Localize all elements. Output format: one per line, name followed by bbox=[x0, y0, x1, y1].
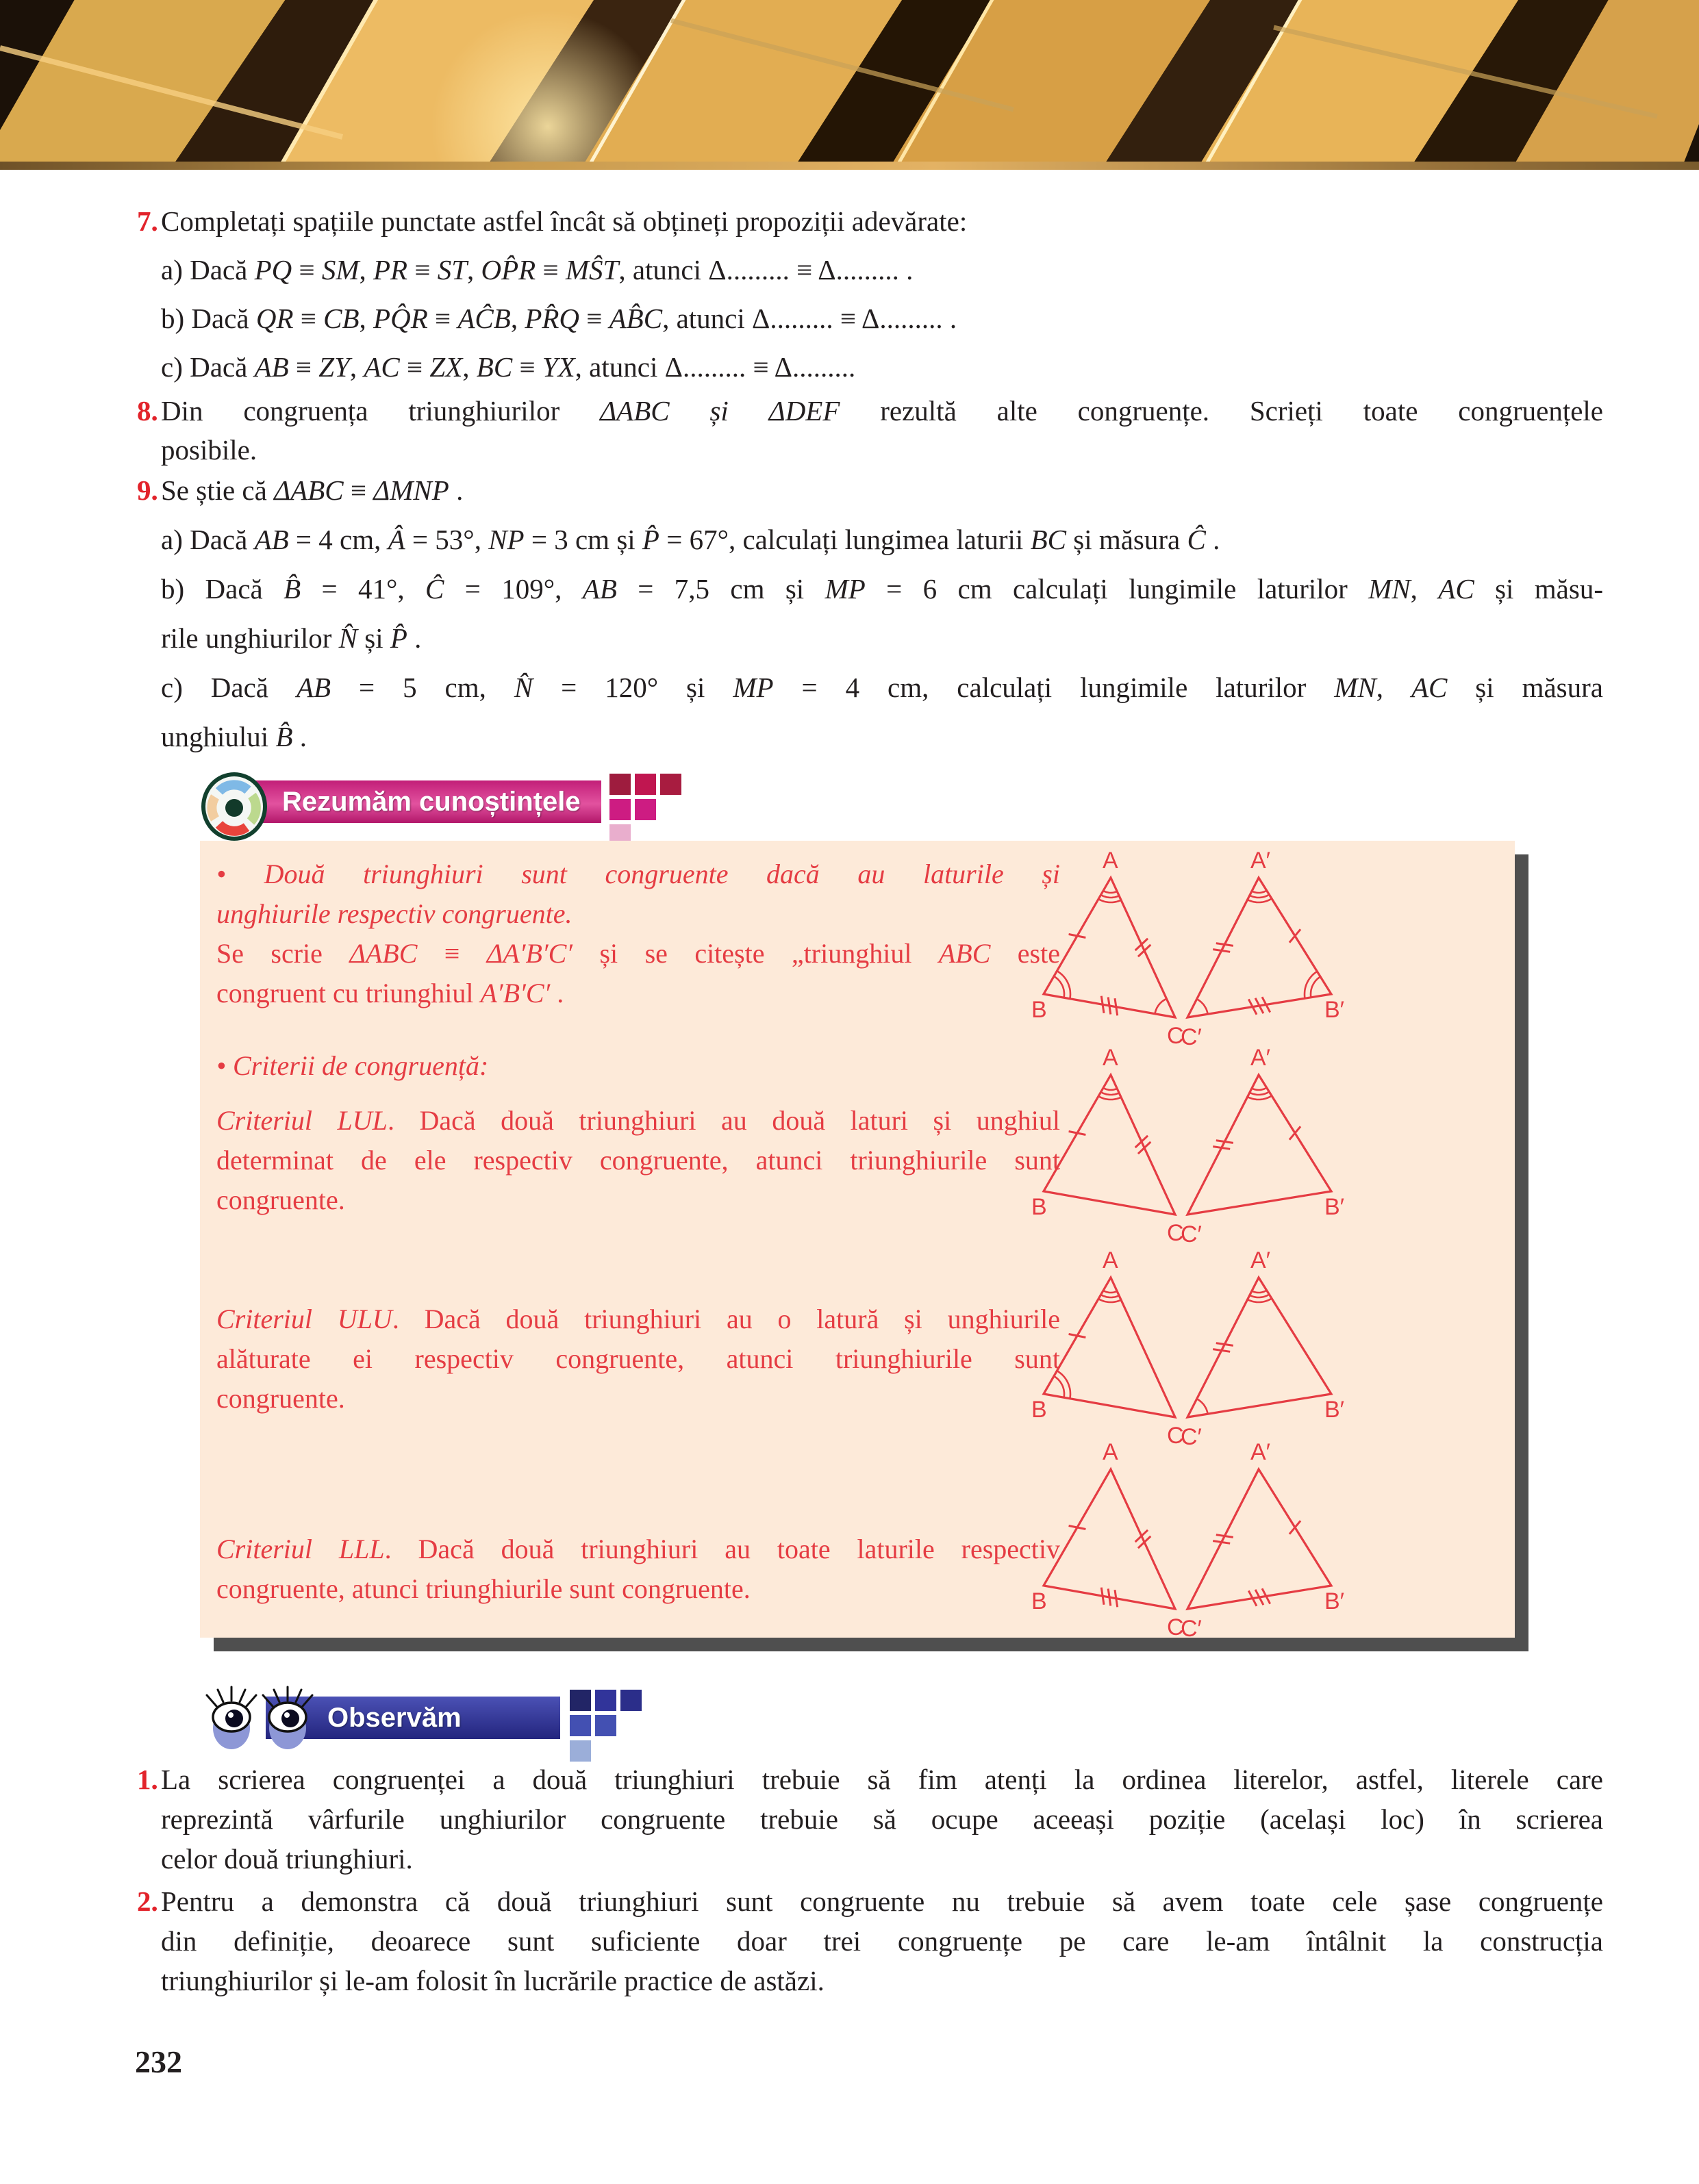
text-line: Din congruența triunghiurilor ΔABC și ΔDEF rezultă alte congruențe. Scrieți toate congruențele bbox=[161, 395, 1604, 427]
exercise-body bbox=[161, 197, 1603, 392]
criterion-lul-paragraph bbox=[216, 1101, 1060, 1220]
text-line: Completați spațiile punctate astfel încât să obțineți propoziții adevărate: bbox=[161, 205, 968, 237]
text-line: Criteriul LLL. Dacă două triunghiuri au toate laturile respectiv bbox=[216, 1534, 1061, 1564]
text-line: triunghiurilor și le-am folosit în lucrările practice de astăzi. bbox=[161, 1965, 825, 1996]
triangle-diagram-lll bbox=[1030, 1439, 1352, 1639]
summary-knowledge-box bbox=[200, 841, 1515, 1638]
text-line: • Două triunghiuri sunt congruente dacă au laturile și bbox=[216, 859, 1060, 889]
page-number: 232 bbox=[135, 2044, 182, 2079]
text-line: La scrierea congruenței a două triunghiuri trebuie să fim atenți la ordinea literelor, astfel, literele care bbox=[161, 1764, 1603, 1795]
text-line: celor două triunghiuri. bbox=[161, 1843, 413, 1875]
exercise-7 bbox=[98, 197, 1603, 392]
text-line: unghiului B̂ . bbox=[161, 721, 307, 752]
observation-body bbox=[161, 1881, 1603, 2001]
criterion-ulu-paragraph bbox=[216, 1299, 1060, 1419]
text-line: b) Dacă QR ≡ CB, PQ̂R ≡ AĈB, PR̂Q ≡ AB̂C, atunci Δ......... ≡ Δ......... . bbox=[161, 303, 957, 334]
vertex-label: A bbox=[1103, 1439, 1118, 1465]
text-line: reprezintă vârfurile unghiurilor congruente trebuie să ocupe aceeași poziție (același loc) în scrierea bbox=[161, 1803, 1603, 1835]
triangle-diagram-definition bbox=[1030, 848, 1352, 1047]
exercise-8 bbox=[98, 392, 1603, 470]
observation-1 bbox=[98, 1760, 1603, 1879]
text-line: • Criterii de congruență: bbox=[216, 1050, 489, 1081]
exercise-number: 8. bbox=[137, 395, 158, 427]
decorative-header-image bbox=[0, 0, 1699, 170]
vertex-label: C bbox=[1167, 1423, 1184, 1447]
text-line: Se scrie ΔABC ≡ ΔA′B′C′ și se citește „triunghiul ABC este bbox=[216, 938, 1060, 969]
text-line: determinat de ele respectiv congruente, atunci triunghiurile sunt bbox=[216, 1145, 1060, 1176]
text-line: congruente. bbox=[216, 1383, 345, 1414]
exercise-number: 7. bbox=[137, 205, 158, 237]
vertex-label: C′ bbox=[1181, 1616, 1202, 1639]
recycle-arrows-icon bbox=[200, 771, 268, 842]
vertex-label: B bbox=[1031, 1588, 1047, 1614]
triangle-diagram-lul bbox=[1030, 1045, 1352, 1245]
exercise-body bbox=[161, 466, 1603, 761]
observe-section-header bbox=[200, 1684, 953, 1760]
text-line: din definiție, deoarece sunt suficiente doar trei congruențe pe care le-am întâlnit la construcția bbox=[161, 1925, 1603, 1957]
vertex-label: C bbox=[1167, 1023, 1184, 1047]
decorative-squares-blue bbox=[570, 1690, 652, 1765]
text-line: rile unghiurilor N̂ și P̂ . bbox=[161, 622, 422, 654]
exercise-9 bbox=[98, 466, 1603, 761]
triangle-pair-svg-LUL bbox=[1030, 1045, 1352, 1245]
text-line: Pentru a demonstra că două triunghiuri sunt congruente nu trebuie să avem toate cele șase congruențe bbox=[161, 1885, 1603, 1917]
vertex-label: A′ bbox=[1250, 848, 1271, 874]
text-line: a) Dacă PQ ≡ SM, PR ≡ ST, OP̂R ≡ MŜT, atunci Δ......... ≡ Δ......... . bbox=[161, 254, 914, 285]
text-line: unghiurile respectiv congruente. bbox=[216, 898, 572, 929]
triangle-pair-svg-LLL bbox=[1030, 1439, 1352, 1639]
text-line: alăturate ei respectiv congruente, atunci triunghiurile sunt bbox=[216, 1343, 1060, 1374]
exercise-number: 9. bbox=[137, 474, 158, 506]
observation-number: 1. bbox=[137, 1764, 158, 1795]
vertex-label: A′ bbox=[1250, 1045, 1271, 1071]
vertex-label: B′ bbox=[1324, 997, 1345, 1023]
eyes-icon bbox=[201, 1684, 325, 1755]
vertex-label: A bbox=[1103, 1045, 1118, 1071]
text-line: c) Dacă AB = 5 cm, N̂ = 120° și MP = 4 cm, calculați lungimile laturilor MN, AC și măsura bbox=[161, 672, 1603, 703]
vertex-label: C′ bbox=[1181, 1424, 1202, 1447]
text-line: a) Dacă AB = 4 cm, Â = 53°, NP = 3 cm și P̂ = 67°, calculați lungimea laturii BC și măsura Ĉ . bbox=[161, 524, 1220, 555]
triangle-pair-svg-definition bbox=[1030, 848, 1352, 1047]
vertex-label: B′ bbox=[1324, 1588, 1345, 1614]
vertex-label: B′ bbox=[1324, 1397, 1345, 1423]
criteria-title bbox=[216, 1046, 1060, 1086]
criterion-lll-paragraph bbox=[216, 1529, 1060, 1609]
vertex-label: A bbox=[1103, 1247, 1118, 1273]
observation-2 bbox=[98, 1881, 1603, 2001]
vertex-label: B bbox=[1031, 1194, 1047, 1220]
definition-paragraph bbox=[216, 854, 1060, 1013]
text-line: Criteriul ULU. Dacă două triunghiuri au o latură și unghiurile bbox=[216, 1304, 1060, 1334]
text-line: congruente. bbox=[216, 1184, 345, 1215]
text-line: Criteriul LUL. Dacă două triunghiuri au două laturi și unghiul bbox=[216, 1105, 1060, 1136]
triangle-pair-svg-ULU bbox=[1030, 1247, 1352, 1447]
observation-body bbox=[161, 1760, 1603, 1879]
summary-banner-label: Rezumăm cunoștințele bbox=[282, 786, 581, 817]
summary-banner bbox=[251, 780, 601, 823]
triangle-diagram-ulu bbox=[1030, 1247, 1352, 1447]
exercise-body bbox=[161, 392, 1603, 470]
vertex-label: A′ bbox=[1250, 1439, 1271, 1465]
text-line: posibile. bbox=[161, 434, 257, 466]
vertex-label: C bbox=[1167, 1220, 1184, 1245]
decorative-squares-magenta bbox=[609, 774, 692, 849]
vertex-label: B bbox=[1031, 1397, 1047, 1423]
vertex-label: B bbox=[1031, 997, 1047, 1023]
vertex-label: C′ bbox=[1181, 1221, 1202, 1245]
observe-banner-label: Observăm bbox=[327, 1702, 462, 1733]
summary-section-header bbox=[200, 770, 953, 845]
vertex-label: C′ bbox=[1181, 1024, 1202, 1047]
vertex-label: B′ bbox=[1324, 1194, 1345, 1220]
vertex-label: C bbox=[1167, 1614, 1184, 1639]
vertex-label: A′ bbox=[1250, 1247, 1271, 1273]
observation-number: 2. bbox=[137, 1885, 158, 1917]
vertex-label: A bbox=[1103, 848, 1118, 874]
text-line: congruent cu triunghiul A′B′C′ . bbox=[216, 978, 564, 1008]
text-line: Se știe că ΔABC ≡ ΔMNP . bbox=[161, 474, 464, 506]
text-line: c) Dacă AB ≡ ZY, AC ≡ ZX, BC ≡ YX, atunci Δ......... ≡ Δ......... bbox=[161, 351, 856, 383]
text-line: b) Dacă B̂ = 41°, Ĉ = 109°, AB = 7,5 cm și MP = 6 cm calculați lungimile laturilor MN, AC și măsu- bbox=[161, 573, 1603, 605]
text-line: congruente, atunci triunghiurile sunt congruente. bbox=[216, 1573, 751, 1604]
